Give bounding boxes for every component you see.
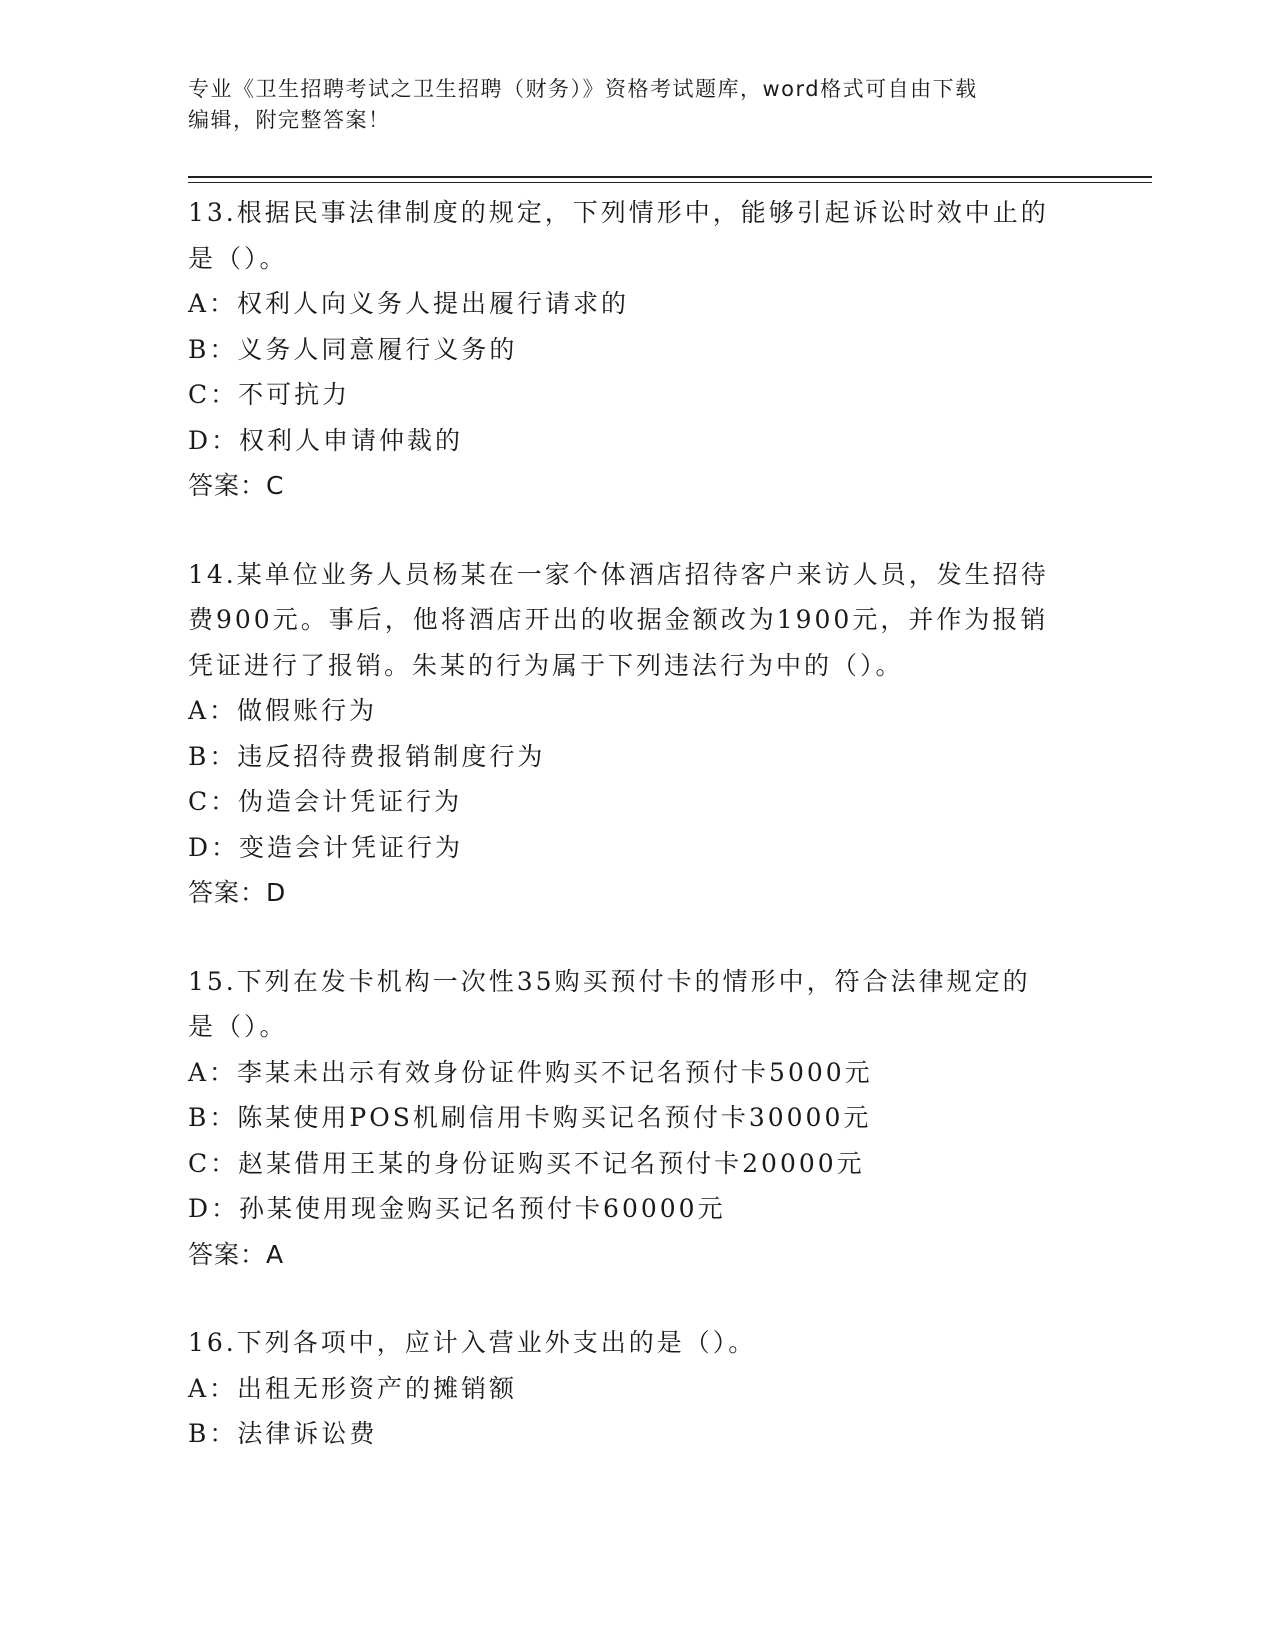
option-a: A：权利人向义务人提出履行请求的 [188, 289, 630, 318]
option-b: B：违反招待费报销制度行为 [188, 741, 546, 771]
option-c: C：赵某借用王某的身份证购买不记名预付卡20000元 [188, 1148, 865, 1178]
option-d: D：权利人申请仲裁的 [188, 425, 464, 455]
option-d: D：孙某使用现金购买记名预付卡60000元 [188, 1194, 726, 1223]
question-stem-line: 15.下列在发卡机构一次性35购买预付卡的情形中，符合法律规定的 [188, 966, 1031, 996]
question-stem-line: 13.根据民事法律制度的规定，下列情形中，能够引起诉讼时效中止的 [188, 198, 1049, 227]
option-c: C：不可抗力 [188, 380, 351, 409]
question-13 [188, 190, 1088, 509]
option-b: B：法律诉讼费 [188, 1419, 378, 1448]
header-divider-thick [188, 176, 1152, 178]
question-stem [188, 959, 1088, 1050]
question-stem [188, 1320, 1088, 1366]
option-b: B：陈某使用POS机刷信用卡购买记名预付卡30000元 [188, 1103, 872, 1132]
option-d: D：变造会计凭证行为 [188, 832, 464, 862]
question-stem-line: 是（）。 [188, 243, 288, 273]
option-a: A：出租无形资产的摊销额 [188, 1373, 518, 1403]
question-stem-line: 是（）。 [188, 1012, 288, 1041]
option-c: C：伪造会计凭证行为 [188, 787, 463, 816]
question-spacer [188, 916, 1088, 959]
question-list [188, 190, 1088, 1457]
question-stem [188, 190, 1088, 281]
question-14 [188, 552, 1088, 916]
option-a: A：做假账行为 [188, 696, 378, 725]
question-16 [188, 1320, 1088, 1457]
question-stem-line: 费900元。事后，他将酒店开出的收据金额改为1900元，并作为报销 [188, 605, 1049, 634]
answer-label: 答案：C [188, 471, 285, 500]
question-stem-line: 14.某单位业务人员杨某在一家个体酒店招待客户来访人员，发生招待 [188, 559, 1049, 589]
question-stem [188, 552, 1088, 689]
header-line-2: 编辑，附完整答案！ [188, 108, 391, 132]
question-spacer [188, 1277, 1088, 1320]
answer-label: 答案：D [188, 878, 287, 907]
header-divider-thin [188, 182, 1152, 183]
question-stem-line: 凭证进行了报销。朱某的行为属于下列违法行为中的（）。 [188, 650, 904, 680]
answer-label: 答案：A [188, 1239, 285, 1269]
option-b: B：义务人同意履行义务的 [188, 334, 518, 364]
question-stem-line: 16.下列各项中，应计入营业外支出的是（）。 [188, 1328, 757, 1357]
document-header [188, 74, 1068, 136]
option-a: A：李某未出示有效身份证件购买不记名预付卡5000元 [188, 1057, 873, 1087]
question-spacer [188, 509, 1088, 552]
header-line-1: 专业《卫生招聘考试之卫生招聘（财务）》资格考试题库，word格式可自由下载 [188, 77, 978, 101]
question-15 [188, 959, 1088, 1278]
